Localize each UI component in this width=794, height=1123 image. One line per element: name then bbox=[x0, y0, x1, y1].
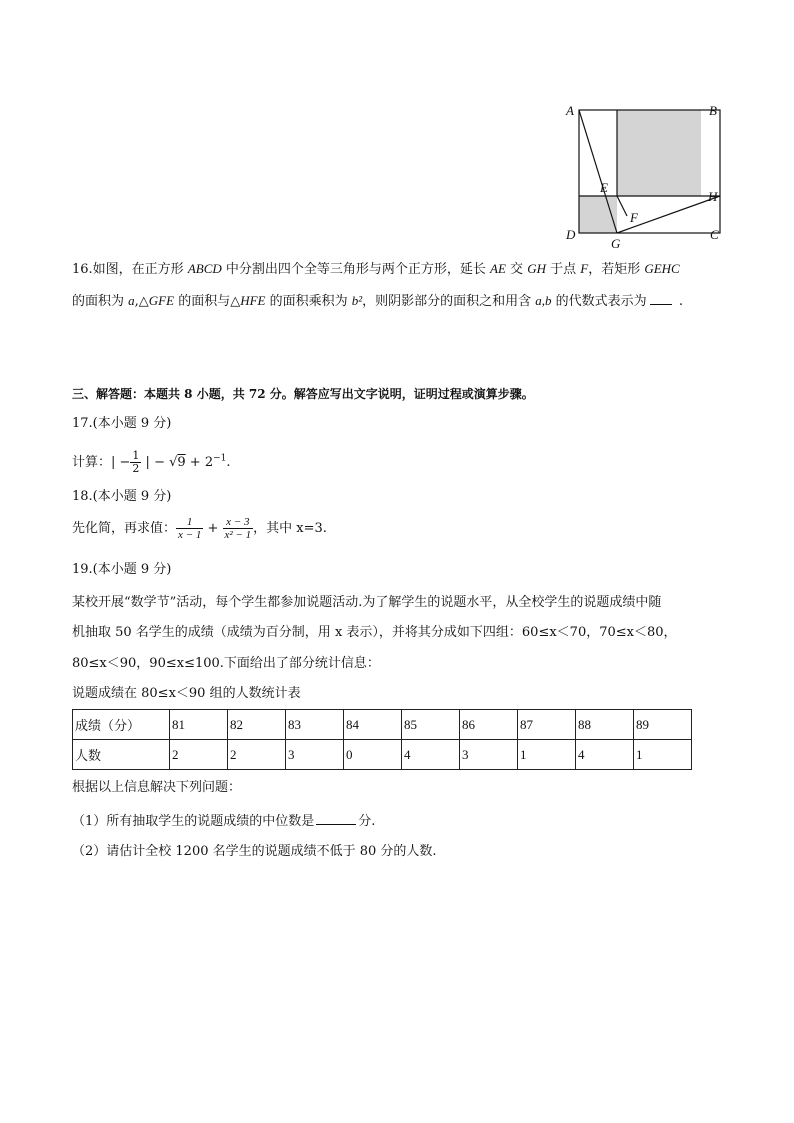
table-cell: 3 bbox=[460, 740, 518, 770]
table-cell: 1 bbox=[634, 740, 692, 770]
table-cell: 86 bbox=[460, 710, 518, 740]
table-cell: 1 bbox=[518, 740, 576, 770]
table-cell: 84 bbox=[344, 710, 402, 740]
label-h: H bbox=[708, 189, 718, 204]
table-cell: 2 bbox=[170, 740, 228, 770]
table-row bbox=[73, 740, 692, 770]
table-cell: 4 bbox=[402, 740, 460, 770]
label-a: A bbox=[566, 103, 574, 118]
q19-sub1: （1）所有抽取学生的说题成绩的中位数是 分. bbox=[72, 814, 376, 829]
q17-header: 17.(本小题 9 分) bbox=[72, 416, 172, 431]
q17-expression: 计算：| − $\frac{1}{2}$ | − $√9 + 2^{-1}$. bbox=[72, 449, 231, 475]
table-cell: 81 bbox=[170, 710, 228, 740]
q19-header: 19.(本小题 9 分) bbox=[72, 562, 172, 577]
q19-sub2: （2）请估计全校 1200 名学生的说题成绩不低于 80 分的人数. bbox=[72, 844, 437, 859]
table-cell: 4 bbox=[576, 740, 634, 770]
fraction-1: $\frac{1}{x - 1}$ bbox=[178, 516, 202, 541]
label-e: E bbox=[600, 180, 608, 195]
table-cell: 成绩（分） bbox=[73, 710, 170, 740]
geometry-figure bbox=[560, 98, 730, 253]
q18-expression: 先化简，再求值： $\frac{1}{x - 1}$ + $\frac{x - 3}{\text{x² − 1}}$ ，其中 x=3. bbox=[72, 516, 327, 541]
table-cell: 85 bbox=[402, 710, 460, 740]
answer-blank-q16[interactable] bbox=[650, 292, 672, 305]
q19-paragraph-line1: 某校开展“数学节”活动，每个学生都参加说题活动.为了解学生的说题水平，从全校学生的说题成绩中随 bbox=[72, 595, 662, 610]
q18-header: 18.(本小题 9 分) bbox=[72, 489, 172, 504]
score-count-table bbox=[72, 709, 692, 770]
table-cell: 人数 bbox=[73, 740, 170, 770]
table-cell: 2 bbox=[228, 740, 286, 770]
answer-blank-median[interactable] bbox=[316, 812, 356, 825]
label-f: F bbox=[630, 210, 638, 225]
instructions: 根据以上信息解决下列问题： bbox=[72, 780, 242, 795]
fraction-one-half: $\frac{1}{2}$ bbox=[132, 449, 140, 475]
table-title: 说题成绩在 80≤x＜90 组的人数统计表 bbox=[72, 686, 301, 701]
fraction-2: $\frac{x - 3}{\text{x² − 1}}$ bbox=[224, 516, 252, 541]
table-cell: 89 bbox=[634, 710, 692, 740]
label-g: G bbox=[611, 236, 621, 251]
table-cell: 82 bbox=[228, 710, 286, 740]
q16-line2: 的面积为 a,△GFE 的面积与△HFE 的面积乘积为 b²，则阴影部分的面积之和用含 a,b 的代数式表示为 . bbox=[72, 293, 683, 309]
q19-paragraph-line2: 机抽取 50 名学生的成绩（成绩为百分制，用 x 表示），并将其分成如下四组：60≤x＜70，70≤x＜80， bbox=[72, 625, 677, 640]
table-cell: 87 bbox=[518, 710, 576, 740]
table-header-row bbox=[73, 710, 692, 740]
q16-line1: 16.如图，在正方形 ABCD 中分割出四个全等三角形与两个正方形，延长 AE 交 GH 于点 F，若矩形 GEHC bbox=[72, 261, 680, 277]
table-cell: 3 bbox=[286, 740, 344, 770]
label-c: C bbox=[710, 227, 719, 242]
table-cell: 88 bbox=[576, 710, 634, 740]
q19-paragraph-line3: 80≤x＜90，90≤x≤100.下面给出了部分统计信息： bbox=[72, 656, 380, 671]
table-cell: 0 bbox=[344, 740, 402, 770]
table-cell: 83 bbox=[286, 710, 344, 740]
section-heading: 三、解答题：本题共 8 小题，共 72 分。解答应写出文字说明，证明过程或演算步骤。 bbox=[72, 387, 534, 401]
label-b: B bbox=[709, 103, 717, 118]
segment-e-f bbox=[617, 196, 627, 216]
label-d: D bbox=[566, 227, 576, 242]
shaded-large-square bbox=[617, 110, 701, 196]
